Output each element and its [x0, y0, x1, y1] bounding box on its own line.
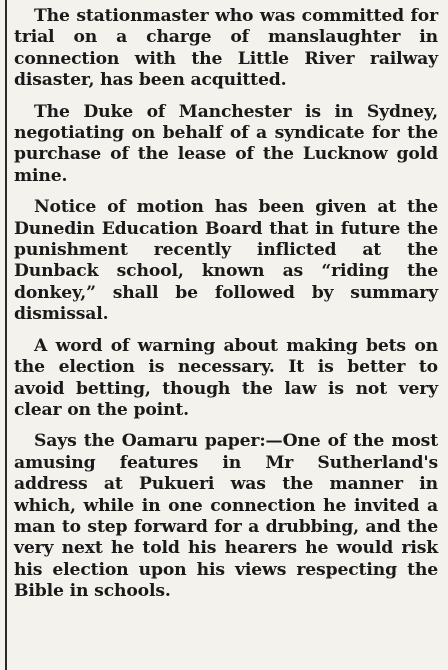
article-oamaru-paper-sutherland: Says the Oamaru paper:—One of the most amusing features in Mr Sutherland's address at Pukueri was the manner in which, while in one connection he invited a man to step forward for a drubbing, and the very next he told his hearers he would risk his election upon his views respecting the Bible in schools. — [14, 431, 438, 602]
article-education-board-notice: Notice of motion has been given at the Dunedin Education Board that in future the punishment recently inflicted at the Dunback school, known as “riding the donkey,” shall be followed by summary dismissal. — [14, 197, 438, 325]
column-rule — [5, 0, 7, 670]
article-duke-of-manchester: The Duke of Manchester is in Sydney, negotiating on behalf of a syndicate for the purchase of the lease of the Lucknow gold mine. — [14, 101, 438, 186]
article-stationmaster-acquitted: The stationmaster who was committed for trial on a charge of manslaughter in connection with the Little River railway disaster, has been acquitted. — [14, 6, 438, 91]
article-election-betting-warning: A word of warning about making bets on the election is necessary. It is better to avoid betting, though the law is not very clear on the point. — [14, 335, 438, 420]
